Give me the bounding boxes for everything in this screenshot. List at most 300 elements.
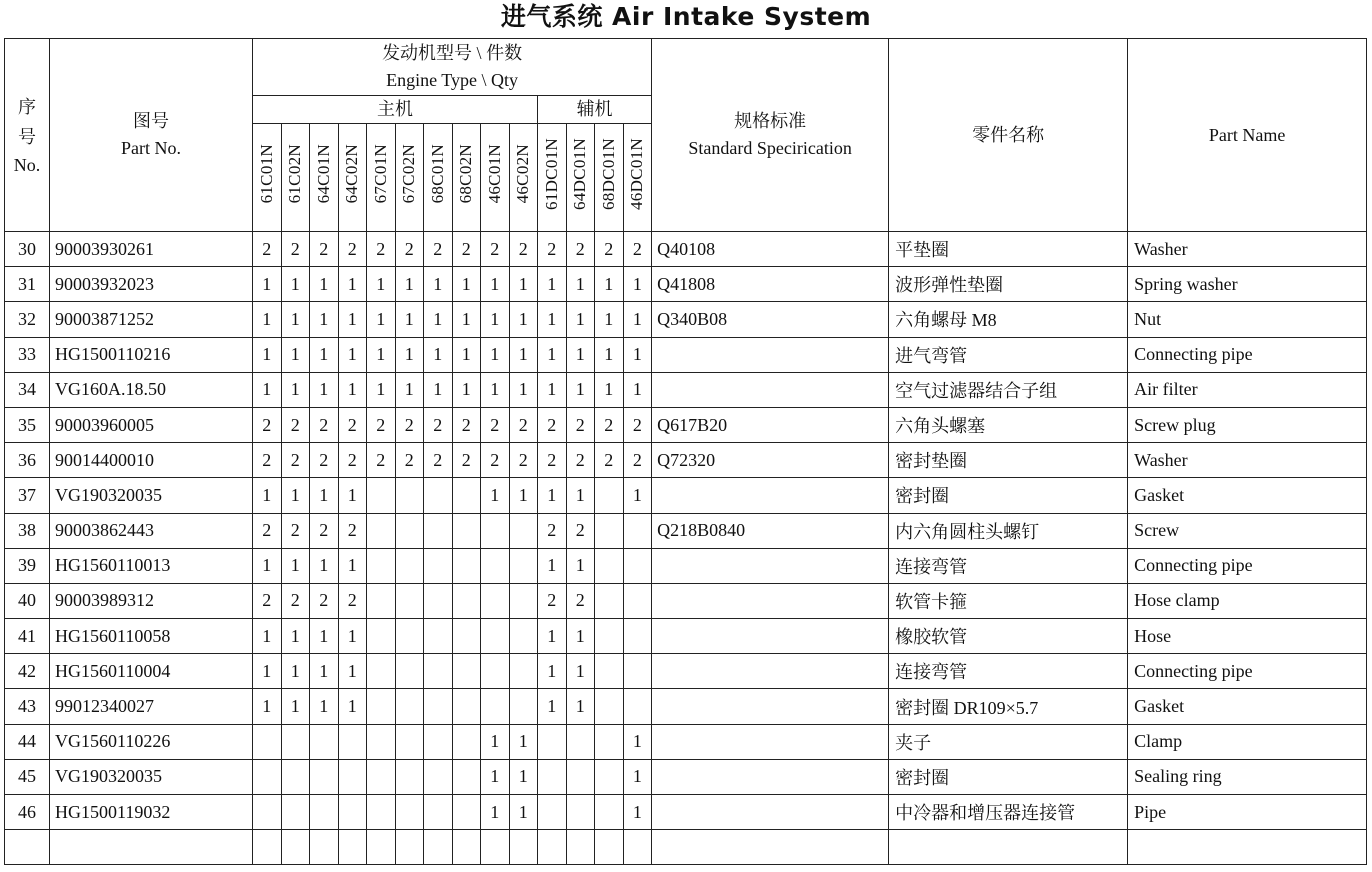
part-name-en: Washer [1128, 232, 1367, 267]
engine-type-header [538, 124, 567, 232]
qty-cell: 1 [481, 795, 510, 830]
qty-cell: 1 [452, 372, 481, 407]
qty-cell: 1 [281, 302, 310, 337]
page-title: 进气系统 Air Intake System [500, 2, 872, 31]
part-name-cn: 六角头螺塞 [889, 407, 1128, 442]
qty-cell: 1 [509, 759, 538, 794]
qty-cell: 1 [481, 302, 510, 337]
qty-cell: 1 [367, 267, 396, 302]
qty-cell: 1 [253, 302, 282, 337]
part-name-cn: 连接弯管 [889, 548, 1128, 583]
part-number: 90003862443 [50, 513, 253, 548]
qty-cell [452, 724, 481, 759]
engine-type-label: 61C01N [256, 143, 276, 204]
qty-cell [395, 830, 424, 865]
qty-cell [623, 830, 652, 865]
qty-cell: 1 [424, 372, 453, 407]
qty-cell: 1 [281, 689, 310, 724]
part-name-en: Connecting pipe [1128, 654, 1367, 689]
qty-cell: 1 [253, 478, 282, 513]
engine-type-label: 46C01N [484, 143, 504, 204]
qty-cell: 1 [253, 689, 282, 724]
table-row [5, 232, 1367, 267]
qty-cell: 2 [623, 443, 652, 478]
qty-cell [452, 513, 481, 548]
qty-cell [424, 759, 453, 794]
table-row [5, 583, 1367, 618]
qty-cell [367, 689, 396, 724]
spec-standard: Q41808 [652, 267, 889, 302]
qty-cell: 2 [424, 407, 453, 442]
table-row [5, 830, 1367, 865]
header-name-cn: 零件名称 [889, 39, 1128, 232]
table-body [5, 232, 1367, 865]
qty-cell [424, 654, 453, 689]
qty-cell: 1 [509, 478, 538, 513]
qty-cell [595, 548, 624, 583]
qty-cell [595, 654, 624, 689]
header-spec-cn: 规格标准 [734, 111, 807, 131]
qty-cell: 2 [538, 513, 567, 548]
qty-cell [367, 724, 396, 759]
part-number: HG1560110004 [50, 654, 253, 689]
qty-cell [253, 724, 282, 759]
qty-cell: 2 [538, 232, 567, 267]
part-name-en: Nut [1128, 302, 1367, 337]
row-number: 36 [5, 443, 50, 478]
qty-cell: 2 [595, 443, 624, 478]
qty-cell [452, 583, 481, 618]
qty-cell: 1 [566, 267, 595, 302]
qty-cell [481, 548, 510, 583]
header-part-no-en: Part No. [121, 138, 181, 158]
qty-cell [509, 548, 538, 583]
header-spec [652, 39, 889, 232]
row-number: 30 [5, 232, 50, 267]
engine-type-header [338, 124, 367, 232]
qty-cell: 2 [253, 443, 282, 478]
qty-cell: 2 [310, 513, 339, 548]
qty-cell [595, 830, 624, 865]
part-name-cn: 密封圈 [889, 759, 1128, 794]
qty-cell: 1 [481, 337, 510, 372]
qty-cell: 2 [566, 407, 595, 442]
qty-cell [395, 513, 424, 548]
part-name-cn: 内六角圆柱头螺钉 [889, 513, 1128, 548]
qty-cell [395, 654, 424, 689]
row-number [5, 830, 50, 865]
table-row [5, 407, 1367, 442]
part-name-en: Gasket [1128, 689, 1367, 724]
row-number: 37 [5, 478, 50, 513]
qty-cell: 1 [253, 337, 282, 372]
part-name-cn: 平垫圈 [889, 232, 1128, 267]
part-name-cn: 中冷器和增压器连接管 [889, 795, 1128, 830]
header-seq-en: No. [13, 154, 41, 175]
qty-cell: 2 [623, 232, 652, 267]
engine-type-header [424, 124, 453, 232]
qty-cell [367, 759, 396, 794]
qty-cell: 2 [481, 407, 510, 442]
qty-cell: 2 [367, 443, 396, 478]
header-main-engine: 主机 [253, 96, 538, 124]
table-row [5, 337, 1367, 372]
table-row [5, 513, 1367, 548]
qty-cell [338, 724, 367, 759]
spec-standard [652, 654, 889, 689]
row-number: 31 [5, 267, 50, 302]
qty-cell [424, 689, 453, 724]
qty-cell: 1 [253, 619, 282, 654]
qty-cell: 1 [509, 337, 538, 372]
qty-cell [452, 830, 481, 865]
qty-cell: 1 [338, 689, 367, 724]
spec-standard [652, 619, 889, 654]
qty-cell [595, 583, 624, 618]
part-name-en: Spring washer [1128, 267, 1367, 302]
qty-cell: 1 [538, 619, 567, 654]
qty-cell [595, 724, 624, 759]
qty-cell: 1 [310, 267, 339, 302]
qty-cell: 2 [367, 407, 396, 442]
row-number: 34 [5, 372, 50, 407]
qty-cell [538, 724, 567, 759]
table-row [5, 619, 1367, 654]
header-spec-en: Standard Specirication [688, 138, 852, 158]
qty-cell: 2 [338, 583, 367, 618]
part-number: VG160A.18.50 [50, 372, 253, 407]
qty-cell [452, 689, 481, 724]
qty-cell: 1 [395, 267, 424, 302]
qty-cell: 2 [566, 513, 595, 548]
qty-cell: 2 [281, 232, 310, 267]
engine-type-header [509, 124, 538, 232]
row-number: 40 [5, 583, 50, 618]
row-number: 45 [5, 759, 50, 794]
qty-cell [595, 795, 624, 830]
part-number: HG1560110058 [50, 619, 253, 654]
qty-cell: 1 [395, 302, 424, 337]
table-header [5, 39, 1367, 232]
qty-cell: 1 [623, 759, 652, 794]
part-number: HG1500119032 [50, 795, 253, 830]
spec-standard [652, 689, 889, 724]
qty-cell: 2 [253, 407, 282, 442]
qty-cell: 1 [623, 724, 652, 759]
qty-cell: 2 [452, 407, 481, 442]
qty-cell: 1 [367, 337, 396, 372]
qty-cell [623, 548, 652, 583]
part-name-en: Sealing ring [1128, 759, 1367, 794]
qty-cell [424, 724, 453, 759]
qty-cell [424, 478, 453, 513]
spec-standard: Q72320 [652, 443, 889, 478]
part-number: 90003930261 [50, 232, 253, 267]
table-row [5, 267, 1367, 302]
qty-cell [395, 724, 424, 759]
part-number: HG1500110216 [50, 337, 253, 372]
engine-type-header [253, 124, 282, 232]
qty-cell [395, 795, 424, 830]
engine-type-label: 61C02N [285, 143, 305, 204]
engine-type-header [566, 124, 595, 232]
qty-cell: 2 [538, 583, 567, 618]
engine-type-label: 46DC01N [627, 137, 647, 210]
qty-cell [281, 830, 310, 865]
row-number: 39 [5, 548, 50, 583]
qty-cell: 2 [338, 513, 367, 548]
qty-cell: 1 [623, 302, 652, 337]
qty-cell: 1 [623, 372, 652, 407]
header-engine-type [253, 39, 652, 96]
row-number: 46 [5, 795, 50, 830]
qty-cell: 1 [481, 267, 510, 302]
qty-cell [452, 654, 481, 689]
qty-cell [452, 619, 481, 654]
qty-cell: 1 [566, 372, 595, 407]
part-name-cn: 密封垫圈 [889, 443, 1128, 478]
part-number: VG190320035 [50, 478, 253, 513]
engine-type-header [367, 124, 396, 232]
part-name-en: Screw plug [1128, 407, 1367, 442]
qty-cell: 2 [367, 232, 396, 267]
header-part-no [50, 39, 253, 232]
engine-type-header [310, 124, 339, 232]
qty-cell: 1 [338, 478, 367, 513]
qty-cell: 1 [452, 337, 481, 372]
spec-standard [652, 759, 889, 794]
qty-cell [623, 654, 652, 689]
qty-cell [395, 583, 424, 618]
qty-cell [338, 830, 367, 865]
part-name-en: Clamp [1128, 724, 1367, 759]
qty-cell [424, 583, 453, 618]
engine-type-label: 68C02N [456, 143, 476, 204]
qty-cell: 2 [338, 407, 367, 442]
row-number: 41 [5, 619, 50, 654]
qty-cell: 1 [595, 302, 624, 337]
spec-standard [652, 583, 889, 618]
part-name-en: Screw [1128, 513, 1367, 548]
qty-cell [481, 689, 510, 724]
qty-cell: 1 [509, 267, 538, 302]
qty-cell [481, 619, 510, 654]
qty-cell: 1 [566, 619, 595, 654]
engine-type-header [595, 124, 624, 232]
qty-cell: 1 [595, 372, 624, 407]
qty-cell: 2 [509, 443, 538, 478]
part-number: 90003871252 [50, 302, 253, 337]
part-number: 99012340027 [50, 689, 253, 724]
table-row [5, 302, 1367, 337]
qty-cell: 1 [281, 548, 310, 583]
qty-cell: 2 [595, 232, 624, 267]
qty-cell: 2 [424, 232, 453, 267]
qty-cell [481, 654, 510, 689]
qty-cell [424, 513, 453, 548]
part-name-cn: 夹子 [889, 724, 1128, 759]
qty-cell: 2 [538, 407, 567, 442]
part-name-en: Connecting pipe [1128, 337, 1367, 372]
qty-cell: 1 [623, 267, 652, 302]
qty-cell [395, 619, 424, 654]
qty-cell: 1 [253, 267, 282, 302]
row-number: 35 [5, 407, 50, 442]
qty-cell: 1 [424, 267, 453, 302]
qty-cell: 1 [395, 337, 424, 372]
qty-cell: 2 [595, 407, 624, 442]
qty-cell: 2 [481, 232, 510, 267]
qty-cell: 1 [623, 337, 652, 372]
spec-standard: Q340B08 [652, 302, 889, 337]
qty-cell [566, 724, 595, 759]
qty-cell: 1 [253, 372, 282, 407]
qty-cell: 1 [310, 337, 339, 372]
header-seq [5, 39, 50, 232]
qty-cell: 2 [310, 583, 339, 618]
qty-cell [481, 830, 510, 865]
part-name-cn [889, 830, 1128, 865]
qty-cell [338, 759, 367, 794]
qty-cell [424, 548, 453, 583]
qty-cell: 2 [253, 513, 282, 548]
part-name-en: Connecting pipe [1128, 548, 1367, 583]
qty-cell: 2 [566, 443, 595, 478]
qty-cell: 1 [281, 267, 310, 302]
qty-cell: 2 [395, 443, 424, 478]
engine-type-label: 68DC01N [598, 137, 618, 210]
qty-cell [395, 759, 424, 794]
spec-standard [652, 830, 889, 865]
table-row [5, 795, 1367, 830]
qty-cell [281, 724, 310, 759]
qty-cell [395, 548, 424, 583]
qty-cell [595, 689, 624, 724]
qty-cell: 2 [310, 407, 339, 442]
row-number: 44 [5, 724, 50, 759]
qty-cell: 1 [538, 689, 567, 724]
qty-cell [623, 583, 652, 618]
qty-cell: 1 [424, 302, 453, 337]
qty-cell: 1 [538, 654, 567, 689]
engine-type-header [281, 124, 310, 232]
qty-cell: 1 [253, 548, 282, 583]
part-name-en: Air filter [1128, 372, 1367, 407]
qty-cell [481, 513, 510, 548]
qty-cell [281, 759, 310, 794]
part-number: HG1560110013 [50, 548, 253, 583]
qty-cell: 1 [281, 478, 310, 513]
part-name-cn: 空气过滤器结合子组 [889, 372, 1128, 407]
engine-type-label: 61DC01N [541, 137, 561, 210]
table-row [5, 548, 1367, 583]
qty-cell: 1 [509, 372, 538, 407]
engine-type-label: 67C01N [370, 143, 390, 204]
qty-cell: 1 [253, 654, 282, 689]
qty-cell [253, 830, 282, 865]
part-name-cn: 波形弹性垫圈 [889, 267, 1128, 302]
part-name-en: Washer [1128, 443, 1367, 478]
part-name-cn: 软管卡箍 [889, 583, 1128, 618]
qty-cell [253, 795, 282, 830]
qty-cell: 1 [538, 302, 567, 337]
part-name-en [1128, 830, 1367, 865]
qty-cell: 1 [481, 759, 510, 794]
part-number: 90003932023 [50, 267, 253, 302]
qty-cell: 1 [395, 372, 424, 407]
qty-cell: 1 [310, 548, 339, 583]
qty-cell [310, 795, 339, 830]
qty-cell: 2 [395, 407, 424, 442]
qty-cell: 1 [281, 372, 310, 407]
header-aux-engine: 辅机 [538, 96, 652, 124]
row-number: 32 [5, 302, 50, 337]
row-number: 33 [5, 337, 50, 372]
part-name-en: Pipe [1128, 795, 1367, 830]
qty-cell [566, 830, 595, 865]
row-number: 38 [5, 513, 50, 548]
qty-cell [509, 830, 538, 865]
qty-cell [367, 619, 396, 654]
part-number: 90003960005 [50, 407, 253, 442]
qty-cell [538, 795, 567, 830]
engine-type-label: 64C01N [313, 143, 333, 204]
spec-standard [652, 337, 889, 372]
row-number: 42 [5, 654, 50, 689]
part-name-cn: 橡胶软管 [889, 619, 1128, 654]
qty-cell [509, 619, 538, 654]
qty-cell: 1 [424, 337, 453, 372]
qty-cell: 1 [595, 267, 624, 302]
part-name-cn: 连接弯管 [889, 654, 1128, 689]
qty-cell: 2 [281, 443, 310, 478]
qty-cell: 1 [338, 548, 367, 583]
qty-cell: 1 [310, 654, 339, 689]
engine-type-label: 67C02N [399, 143, 419, 204]
qty-cell [623, 689, 652, 724]
qty-cell [452, 795, 481, 830]
qty-cell [538, 759, 567, 794]
engine-type-header [481, 124, 510, 232]
qty-cell: 2 [253, 583, 282, 618]
qty-cell [424, 830, 453, 865]
qty-cell: 1 [538, 548, 567, 583]
qty-cell: 1 [367, 372, 396, 407]
engine-type-label: 46C02N [513, 143, 533, 204]
qty-cell: 1 [481, 372, 510, 407]
part-name-en: Hose [1128, 619, 1367, 654]
qty-cell: 2 [566, 583, 595, 618]
qty-cell: 1 [310, 619, 339, 654]
qty-cell: 1 [538, 372, 567, 407]
qty-cell: 1 [623, 478, 652, 513]
qty-cell: 2 [253, 232, 282, 267]
qty-cell [424, 619, 453, 654]
qty-cell [310, 830, 339, 865]
qty-cell: 1 [538, 267, 567, 302]
qty-cell: 2 [509, 232, 538, 267]
table-row [5, 689, 1367, 724]
qty-cell [367, 830, 396, 865]
qty-cell: 1 [566, 548, 595, 583]
qty-cell: 1 [281, 337, 310, 372]
part-name-cn: 进气弯管 [889, 337, 1128, 372]
qty-cell [310, 724, 339, 759]
qty-cell [509, 689, 538, 724]
qty-cell: 1 [281, 619, 310, 654]
qty-cell: 2 [310, 443, 339, 478]
qty-cell: 2 [452, 232, 481, 267]
